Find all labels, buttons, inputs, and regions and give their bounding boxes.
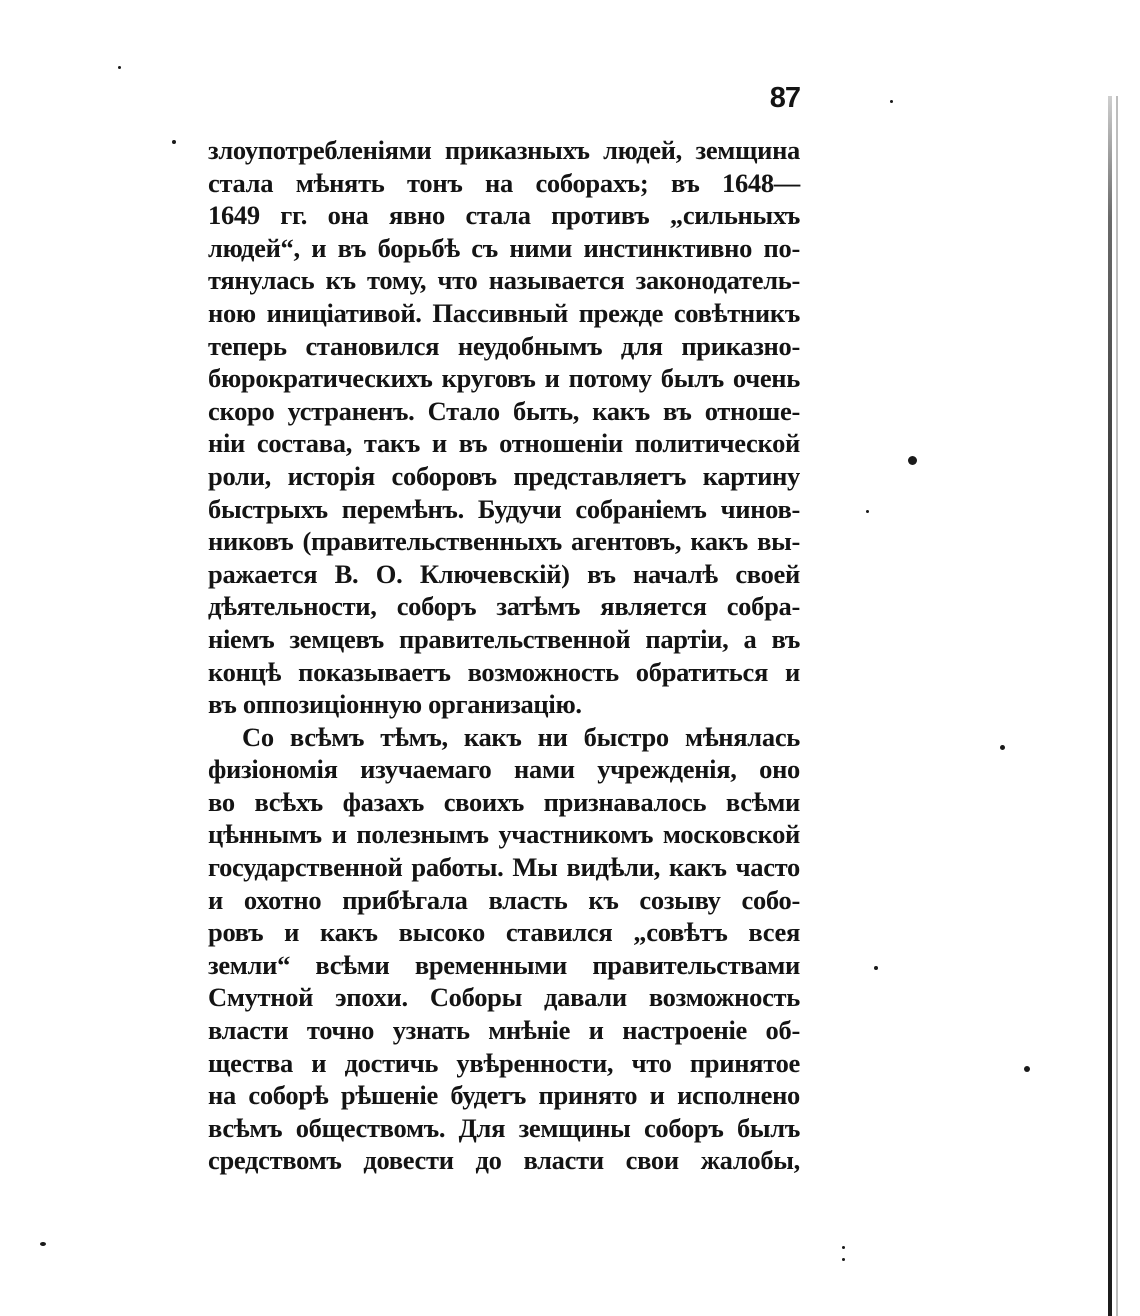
paragraph-1 [208,134,800,721]
text-line: на соборѣ рѣшеніе будетъ принято и исполнено [208,1080,800,1111]
text-line: въ оппозиціонную организацію. [208,689,582,720]
text-line: концѣ показываетъ возможность обратиться и [208,656,800,687]
text-line: людей“, и въ борьбѣ съ ними инстинктивно по- [208,232,800,263]
text-line: теперь становился неудобнымъ для приказно- [208,330,800,361]
scan-speck [172,140,176,144]
scan-speck [842,1246,845,1249]
text-line: дѣятельности, соборъ затѣмъ является собра- [208,591,800,622]
scan-edge-shadow [1116,96,1118,1316]
text-line: ною иниціативой. Пассивный прежде совѣтникъ [208,297,800,328]
text-line: 1649 гг. она явно стала противъ „сильныхъ [208,200,800,231]
text-line: тянулась къ тому, что называется законодатель- [208,265,800,296]
text-line: и охотно прибѣгала власть къ созыву собо- [208,884,800,915]
text-line: ніемъ земцевъ правительственной партіи, а въ [208,623,800,654]
text-line: цѣннымъ и полезнымъ участникомъ московской [208,819,800,850]
text-line: во всѣхъ фазахъ своихъ признавалось всѣми [208,786,800,817]
text-line: государственной работы. Мы видѣли, какъ часто [208,852,800,883]
text-line: скоро устраненъ. Стало быть, какъ въ отноше- [208,395,800,426]
text-line: Смутной эпохи. Соборы давали возможность [208,982,800,1013]
text-line: бюрократическихъ круговъ и потому былъ очень [208,363,800,394]
text-line: ровъ и какъ высоко ставился „совѣтъ всея [208,917,800,948]
body-text [208,134,800,1177]
paragraph-2 [208,721,800,1177]
text-line: средствомъ довести до власти свои жалобы, [208,1145,800,1176]
scan-speck [874,966,878,970]
text-line: быстрыхъ перемѣнъ. Будучи собраніемъ чинов- [208,493,800,524]
text-line: ражается В. О. Ключевскій) въ началѣ своей [208,558,800,589]
scan-edge-line [1108,96,1112,1316]
text-line: ніи состава, такъ и въ отношеніи политической [208,428,800,459]
text-line: земли“ всѣми временными правительствами [208,949,800,980]
text-line: стала мѣнять тонъ на соборахъ; въ 1648— [208,167,800,198]
text-line: физіономія изучаемаго нами учрежденія, оно [208,754,800,785]
text-line: Со всѣмъ тѣмъ, какъ ни быстро мѣнялась [242,721,800,752]
text-line: всѣмъ обществомъ. Для земщины соборъ былъ [208,1112,800,1143]
scan-speck [118,66,121,69]
scan-speck [890,100,893,103]
text-line: никовъ (правительственныхъ агентовъ, какъ вы- [208,526,800,557]
scan-speck [842,1258,845,1261]
page-number: 87 [769,82,800,114]
scan-speck [866,510,869,513]
scan-speck [1024,1066,1030,1072]
text-line: щества и достичь увѣренности, что принятое [208,1047,800,1078]
scan-speck [1000,745,1005,750]
text-line: роли, исторія соборовъ представляетъ картину [208,460,800,491]
scan-speck [908,456,917,465]
text-line: власти точно узнать мнѣніе и настроеніе об- [208,1015,800,1046]
text-line: злоупотребленіями приказныхъ людей, земщина [208,135,800,165]
scan-speck [40,1242,46,1246]
